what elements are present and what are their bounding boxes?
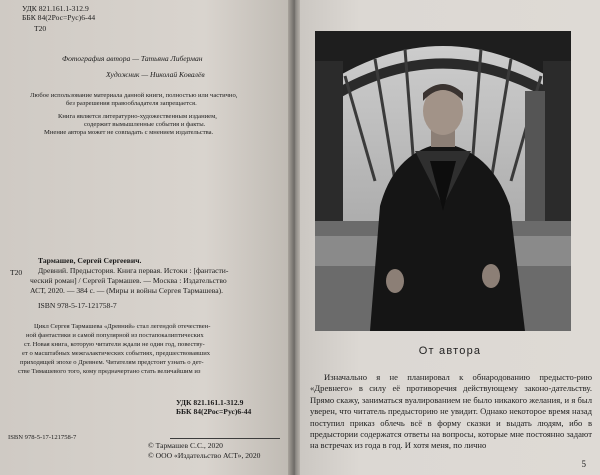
udc-code: УДК 821.161.1-312.9 (22, 4, 89, 13)
annotation-line-1: Цикл Сергея Тармашева «Древний» стал легендой отечествен- (34, 323, 211, 330)
catalog-author: Тармашев, Сергей Сергеевич. (38, 256, 142, 265)
author-code: Т20 (34, 24, 47, 33)
annotation-line-2: ной фантастики и самой популярной из постапокалиптических (26, 332, 204, 339)
photo-credit: Фотография автора — Татьяна Либерман (62, 54, 203, 63)
bbk-code-bottom: ББК 84(2Рос=Рус)6-44 (176, 407, 252, 416)
bbk-code: ББК 84(2Рос=Рус)6-44 (22, 13, 96, 22)
foreword-paragraph: Изначально я не планировал к обнародованию предысто-рию «Древнего» в силу её противоречия действующему законо-дательству. Прямо скажу, заниматься вуалированием не было никакого желания, и я был уверен, что читатель предысторию не увидит. Однако некоторое время назад поступил приказ облечь всё в форму сказки и выдать людям, ибо в предыстории содержатся ответы на вопросы, которые мне постоянно задают на встречах из года в год. И хотя меня, по лично (310, 372, 592, 451)
fiction-notice-line-1: Книга является литературно-художественным изданием, (58, 113, 217, 120)
page-number: 5 (581, 459, 586, 469)
divider-line (170, 438, 280, 439)
right-page (300, 0, 600, 475)
udc-code-bottom: УДК 821.161.1-312.9 (176, 398, 244, 407)
rights-notice-line-2: без разрешения правообладателя запрещается. (66, 100, 197, 107)
isbn-line: ISBN 978-5-17-121758-7 (38, 301, 117, 310)
catalog-code: Т20 (10, 268, 23, 277)
section-heading: От автора (418, 345, 482, 357)
catalog-line-2: ческий роман] / Сергей Тармашев. — Москва : Издательство (30, 276, 227, 285)
catalog-line-3: АСТ, 2020. — 384 с. — (Миры и войны Сергея Тармашева). (30, 286, 224, 295)
copyright-author: © Тармашев С.С., 2020 (148, 441, 223, 450)
annotation-line-5: приходящей эпохе о Древнем. Читателям предстоит узнать о дет- (20, 359, 204, 366)
annotation-line-3: ст. Новая книга, которую читатели ждали не один год, повеству- (24, 341, 205, 348)
foreword-text (310, 372, 592, 452)
fiction-notice-line-3: Мнение автора может не совпадать с мнением издательства. (44, 129, 214, 136)
isbn-small: ISBN 978-5-17-121758-7 (8, 434, 77, 441)
catalog-line-1: Древний. Предыстория. Книга первая. Истоки : [фантасти- (38, 266, 229, 275)
annotation-line-4: ет о масштабных межгалактических событиях, предшествовавших (22, 350, 211, 357)
rights-notice-line-1: Любое использование материала данной книги, полностью или частично, (30, 92, 238, 99)
left-page (0, 0, 292, 475)
annotation-line-6: стве Тимашевого того, кому предначертано стать величайшим из (18, 368, 201, 375)
author-photo-image (315, 31, 571, 331)
fiction-notice-line-2: содержит вымышленные события и факты. (84, 121, 206, 128)
author-photo (315, 31, 571, 331)
artist-credit: Художник — Николай Ковалёв (106, 70, 205, 79)
copyright-publisher: © ООО «Издательство АСТ», 2020 (148, 451, 261, 460)
